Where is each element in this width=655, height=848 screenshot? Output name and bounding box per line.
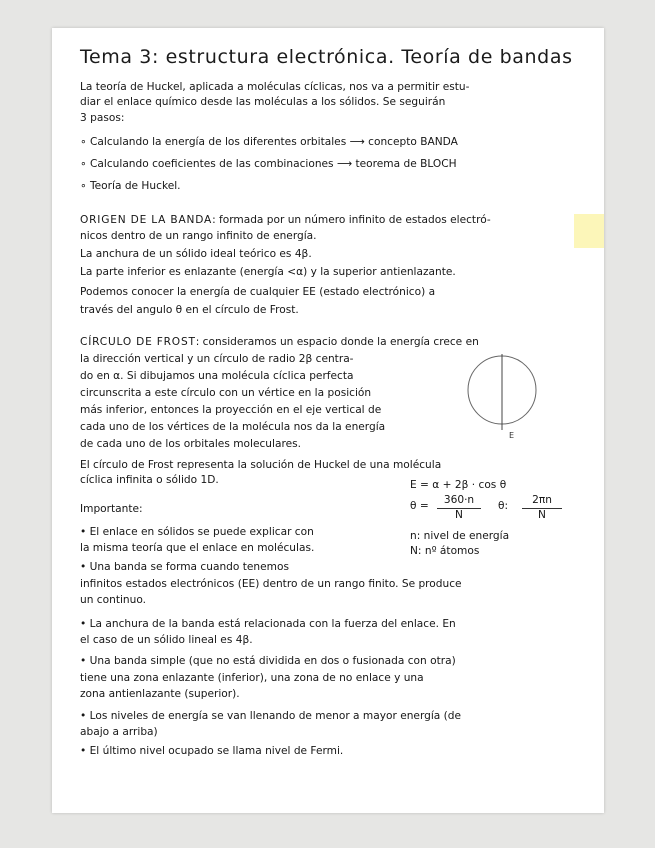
importante-bullet: • La anchura de la banda está relacionada con la fuerza del enlace. En bbox=[80, 618, 456, 630]
step-item: ∘ Calculando la energía de los diferentes orbitales ⟶ concepto BANDA bbox=[80, 136, 458, 148]
importante-bullet: • El enlace en sólidos se puede explicar con bbox=[80, 526, 314, 538]
frost-circle-svg bbox=[462, 350, 548, 440]
frost-line: de cada uno de los orbitales moleculares. bbox=[80, 438, 301, 450]
importante-bullet: infinitos estados electrónicos (EE) dentro de un rango finito. Se produce bbox=[80, 578, 462, 590]
importante-bullet: • Los niveles de energía se van llenando de menor a mayor energía (de bbox=[80, 710, 462, 722]
frost-circle-diagram bbox=[462, 350, 548, 440]
importante-bullet: un continuo. bbox=[80, 594, 147, 606]
frost-line: más inferior, entonces la proyección en el eje vertical de bbox=[80, 404, 382, 416]
intro-line: 3 pasos: bbox=[80, 112, 125, 124]
importante-heading: Importante: bbox=[80, 503, 143, 515]
importante-bullet: • Una banda simple (que no está dividida en dos o fusionada con otra) bbox=[80, 655, 456, 667]
theta-formula2-lhs: θ: bbox=[498, 500, 509, 512]
step-item: ∘ Teoría de Huckel. bbox=[80, 180, 181, 192]
origen-line: La anchura de un sólido ideal teórico es 4β. bbox=[80, 248, 312, 260]
theta-formula2-denominator: N bbox=[538, 509, 546, 521]
importante-bullet: el caso de un sólido lineal es 4β. bbox=[80, 634, 253, 646]
origen-line: través del angulo θ en el círculo de Frost. bbox=[80, 304, 299, 316]
origen-line: Podemos conocer la energía de cualquier EE (estado electrónico) a bbox=[80, 286, 436, 298]
frost-summary-line: El círculo de Frost representa la solución de Huckel de una molécula bbox=[80, 459, 442, 471]
intro-line: diar el enlace químico desde las moléculas a los sólidos. Se seguirán bbox=[80, 96, 446, 108]
importante-bullet: tiene una zona enlazante (inferior), una zona de no enlace y una bbox=[80, 672, 424, 684]
N-definition: N: nº átomos bbox=[410, 545, 480, 557]
frost-heading: CÍRCULO DE FROST bbox=[80, 336, 196, 348]
intro-line: La teoría de Huckel, aplicada a moléculas cíclicas, nos va a permitir estu- bbox=[80, 81, 470, 93]
origen-line: La parte inferior es enlazante (energía <α) y la superior antienlazante. bbox=[80, 266, 456, 278]
frost-line: circunscrita a este círculo con un vértice en la posición bbox=[80, 387, 372, 399]
frost-first-line bbox=[80, 336, 479, 349]
theta-formula-denominator: N bbox=[455, 509, 463, 521]
energy-axis-label: E bbox=[509, 431, 515, 440]
importante-bullet: la misma teoría que el enlace en moléculas. bbox=[80, 542, 315, 554]
energy-formula: E = α + 2β · cos θ bbox=[410, 479, 507, 491]
origen-line: nicos dentro de un rango infinito de energía. bbox=[80, 230, 317, 242]
frost-line: do en α. Si dibujamos una molécula cíclica perfecta bbox=[80, 370, 354, 382]
origen-first-line bbox=[80, 214, 491, 227]
frost-summary-line: cíclica infinita o sólido 1D. bbox=[80, 474, 219, 486]
importante-bullet: • El último nivel ocupado se llama nivel de Fermi. bbox=[80, 745, 344, 757]
theta-formula-numerator: 360·n bbox=[443, 494, 475, 506]
origen-heading: ORIGEN DE LA BANDA bbox=[80, 214, 213, 226]
n-definition: n: nivel de energía bbox=[410, 530, 510, 542]
origen-text: : formada por un número infinito de estados electró- bbox=[212, 214, 491, 226]
frost-text: : consideramos un espacio donde la energía crece en bbox=[195, 336, 479, 348]
importante-bullet: • Una banda se forma cuando tenemos bbox=[80, 561, 289, 573]
theta-formula2-numerator: 2πn bbox=[532, 494, 552, 506]
frost-line: la dirección vertical y un círculo de radio 2β centra- bbox=[80, 353, 354, 365]
importante-bullet: abajo a arriba) bbox=[80, 726, 158, 738]
step-item: ∘ Calculando coeficientes de las combinaciones ⟶ teorema de BLOCH bbox=[80, 158, 457, 170]
frost-line: cada uno de los vértices de la molécula nos da la energía bbox=[80, 421, 386, 433]
importante-bullet: zona antienlazante (superior). bbox=[80, 688, 240, 700]
page-title: Tema 3: estructura electrónica. Teoría de bandas bbox=[80, 46, 573, 68]
theta-formula-lhs: θ = bbox=[410, 500, 429, 512]
highlighter-mark bbox=[574, 214, 604, 248]
